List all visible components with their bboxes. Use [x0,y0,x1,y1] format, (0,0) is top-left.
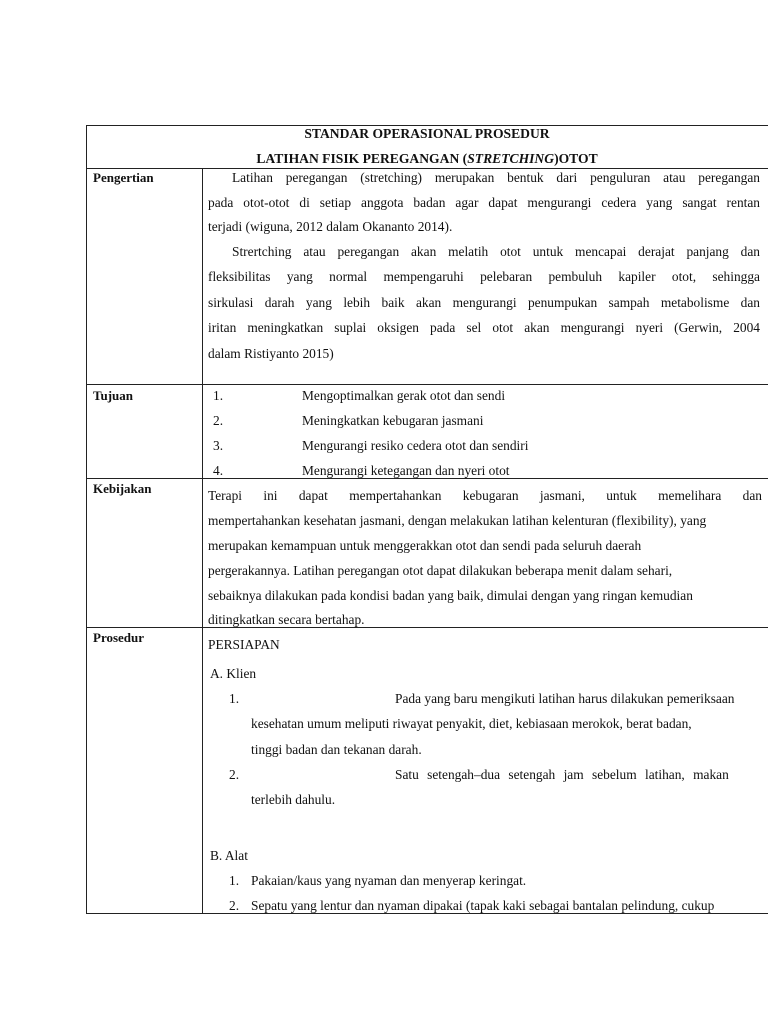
document-subtitle: LATIHAN FISIK PEREGANGAN (STRETCHING)OTOT [256,151,598,166]
klien-item-1-line-2: kesehatan umum meliputi riwayat penyakit, diet, kebiasaan merokok, berat badan, [251,716,692,731]
pengertian-line-1: Latihan peregangan (stretching) merupakan bentuk dari penguluran atau peregangan [232,170,760,185]
klien-item-1-number: 1. [229,691,240,706]
table-divider-kebijakan [86,627,768,628]
klien-heading: A. Klien [210,666,257,681]
table-border-bottom [86,913,768,914]
klien-item-1-line-3: tinggi badan dan tekanan darah. [251,742,422,757]
table-divider-pengertian [86,384,768,385]
klien-item-2-line-2: terlebih dahulu. [251,792,336,807]
section-label-pengertian: Pengertian [93,170,154,185]
pengertian-line-4: Strertching atau peregangan akan melatih otot untuk mencapai derajat panjang dan [232,244,760,259]
tujuan-item-1-text: Mengoptimalkan gerak otot dan sendi [302,388,506,403]
alat-item-2-text: Sepatu yang lentur dan nyaman dipakai (tapak kaki sebagai bantalan pelindung, cukup [251,898,715,913]
tujuan-item-3-text: Mengurangi resiko cedera otot dan sendiri [302,438,529,453]
alat-item-1-number: 1. [229,873,240,888]
alat-item-2-number: 2. [229,898,240,913]
pengertian-line-7: iritan meningkatkan suplai oksigen pada sel otot akan mengurangi nyeri (Gerwin, 2004 [208,320,760,335]
klien-item-1-first-line: Pada yang baru mengikuti latihan harus dilakukan pemeriksaan [395,691,735,706]
section-label-tujuan: Tujuan [93,388,133,403]
persiapan-heading: PERSIAPAN [208,637,280,652]
tujuan-item-3-number: 3. [213,438,224,453]
section-label-kebijakan: Kebijakan [93,481,152,496]
tujuan-item-4-number: 4. [213,463,224,478]
klien-item-2-number: 2. [229,767,240,782]
kebijakan-line-4: pergerakannya. Latihan peregangan otot dapat dilakukan beberapa menit dalam sehari, [208,563,673,578]
pengertian-line-8: dalam Ristiyanto 2015) [208,346,334,361]
tujuan-item-1-number: 1. [213,388,224,403]
table-divider-tujuan [86,478,768,479]
kebijakan-line-3: merupakan kemampuan untuk menggerakkan otot dan sendi pada seluruh daerah [208,538,642,553]
alat-heading: B. Alat [210,848,248,863]
kebijakan-line-2: mempertahankan kesehatan jasmani, dengan melakukan latihan kelenturan (flexibility), yang [208,513,707,528]
alat-item-1-text: Pakaian/kaus yang nyaman dan menyerap keringat. [251,873,527,888]
pengertian-line-3: terjadi (wiguna, 2012 dalam Okananto 2014). [208,219,453,234]
klien-item-2-first-line: Satu setengah–dua setengah jam sebelum latihan, makan [395,767,729,782]
pengertian-line-2: pada otot-otot di setiap anggota badan agar dapat mengurangi cedera yang sangat rentan [208,195,760,210]
table-border-left [86,125,87,914]
table-divider-header [86,168,768,169]
kebijakan-line-1: Terapi ini dapat mempertahankan kebugaran jasmani, untuk memelihara dan [208,488,762,503]
section-label-prosedur: Prosedur [93,630,145,645]
kebijakan-line-6: ditingkatkan secara bertahap. [208,612,365,627]
tujuan-item-2-text: Meningkatkan kebugaran jasmani [302,413,484,428]
tujuan-item-4-text: Mengurangi ketegangan dan nyeri otot [302,463,510,478]
table-column-divider [202,168,203,914]
kebijakan-line-5: sebaiknya dilakukan pada kondisi badan yang baik, dimulai dengan yang ringan kemudian [208,588,693,603]
tujuan-item-2-number: 2. [213,413,224,428]
pengertian-line-5: fleksibilitas yang normal mempengaruhi pelebaran pembuluh kapiler otot, sehingga [208,269,760,284]
pengertian-line-6: sirkulasi darah yang lebih baik akan mengurangi penumpukan sampah metabolisme dan [208,295,760,310]
document-title: STANDAR OPERASIONAL PROSEDUR [304,126,550,141]
